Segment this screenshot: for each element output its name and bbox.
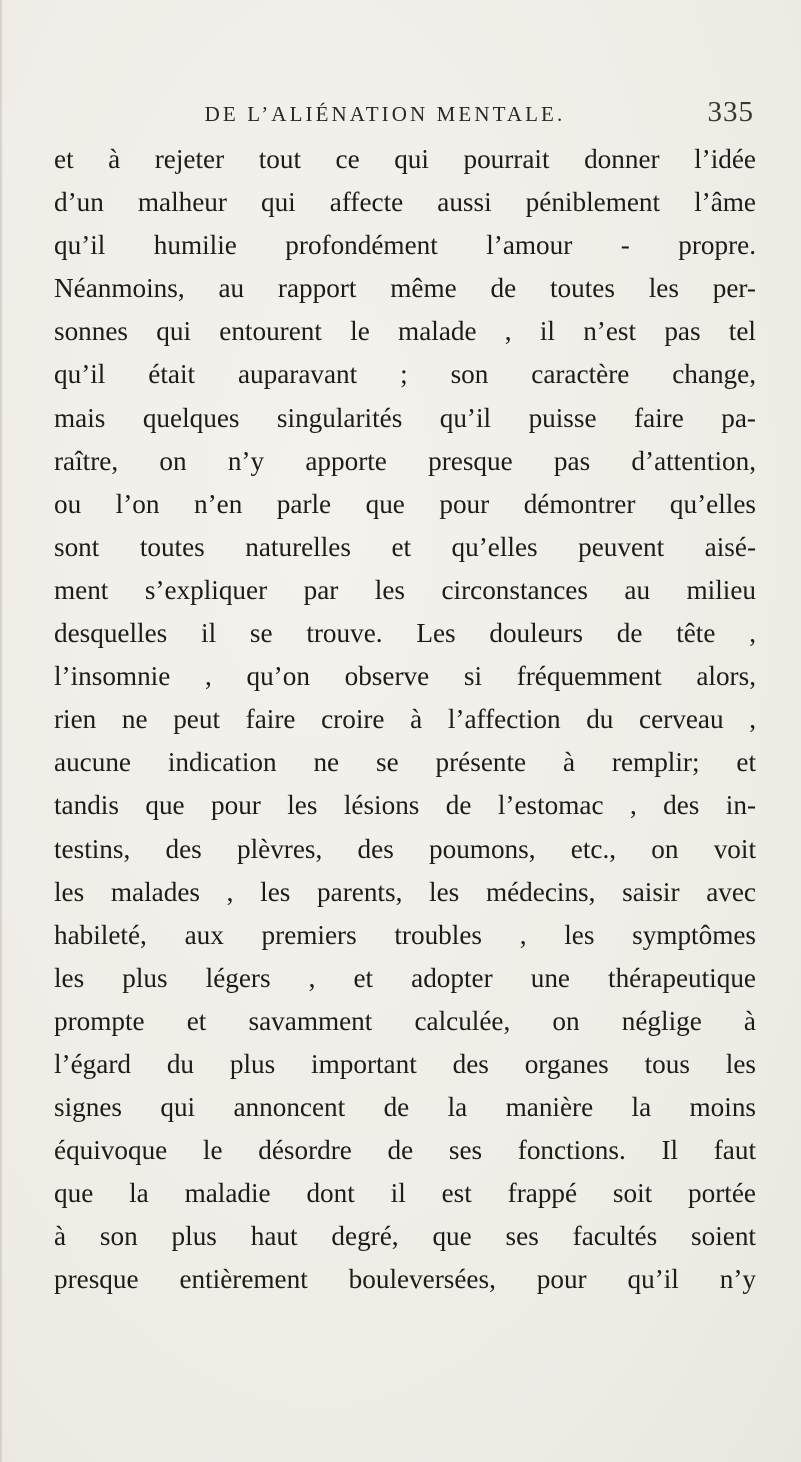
running-head (90, 94, 754, 134)
text-line: raître, on n’y apporte presque pas d’attention, (54, 445, 756, 476)
page-binding-edge (0, 0, 3, 1462)
text-line: Néanmoins, au rapport même de toutes les per- (54, 273, 756, 304)
text-line: qu’il humilie profondément l’amour - propre. (54, 230, 756, 261)
page-number: 335 (707, 96, 754, 128)
text-line: qu’il était auparavant ; son caractère change, (54, 359, 756, 390)
text-line: les plus légers , et adopter une thérapeutique (54, 962, 756, 993)
text-line: habileté, aux premiers troubles , les symptômes (54, 919, 756, 950)
body-text (54, 138, 756, 1302)
text-line: mais quelques singularités qu’il puisse faire pa- (54, 402, 756, 433)
text-line: sonnes qui entourent le malade , il n’est pas tel (54, 316, 756, 347)
text-line: testins, des plèvres, des poumons, etc., on voit (54, 833, 756, 864)
text-line: les malades , les parents, les médecins, saisir avec (54, 876, 756, 907)
text-line: et à rejeter tout ce qui pourrait donner l’idée (54, 144, 756, 174)
text-line: aucune indication ne se présente à remplir; et (54, 747, 756, 778)
text-line: à son plus haut degré, que ses facultés soient (54, 1221, 756, 1252)
text-line: l’insomnie , qu’on observe si fréquemment alors, (54, 661, 756, 692)
text-line: signes qui annoncent de la manière la moins (54, 1092, 756, 1123)
text-line: d’un malheur qui affecte aussi péniblement l’âme (54, 187, 756, 218)
running-title: DE L’ALIÉNATION MENTALE. (204, 102, 566, 126)
text-line: presque entièrement bouleversées, pour qu’il n’y (54, 1264, 756, 1295)
text-line: que la maladie dont il est frappé soit portée (54, 1178, 756, 1209)
text-line: ou l’on n’en parle que pour démontrer qu’elles (54, 488, 756, 519)
text-line: tandis que pour les lésions de l’estomac , des in- (54, 790, 756, 821)
text-line: prompte et savamment calculée, on néglige à (54, 1005, 756, 1036)
text-line: ment s’expliquer par les circonstances au milieu (54, 574, 756, 605)
text-line: l’égard du plus important des organes tous les (54, 1048, 756, 1079)
text-line: équivoque le désordre de ses fonctions. Il faut (54, 1135, 756, 1166)
text-line: rien ne peut faire croire à l’affection du cerveau , (54, 704, 756, 735)
text-line: sont toutes naturelles et qu’elles peuvent aisé- (54, 531, 756, 562)
text-line: desquelles il se trouve. Les douleurs de tête , (54, 618, 756, 649)
